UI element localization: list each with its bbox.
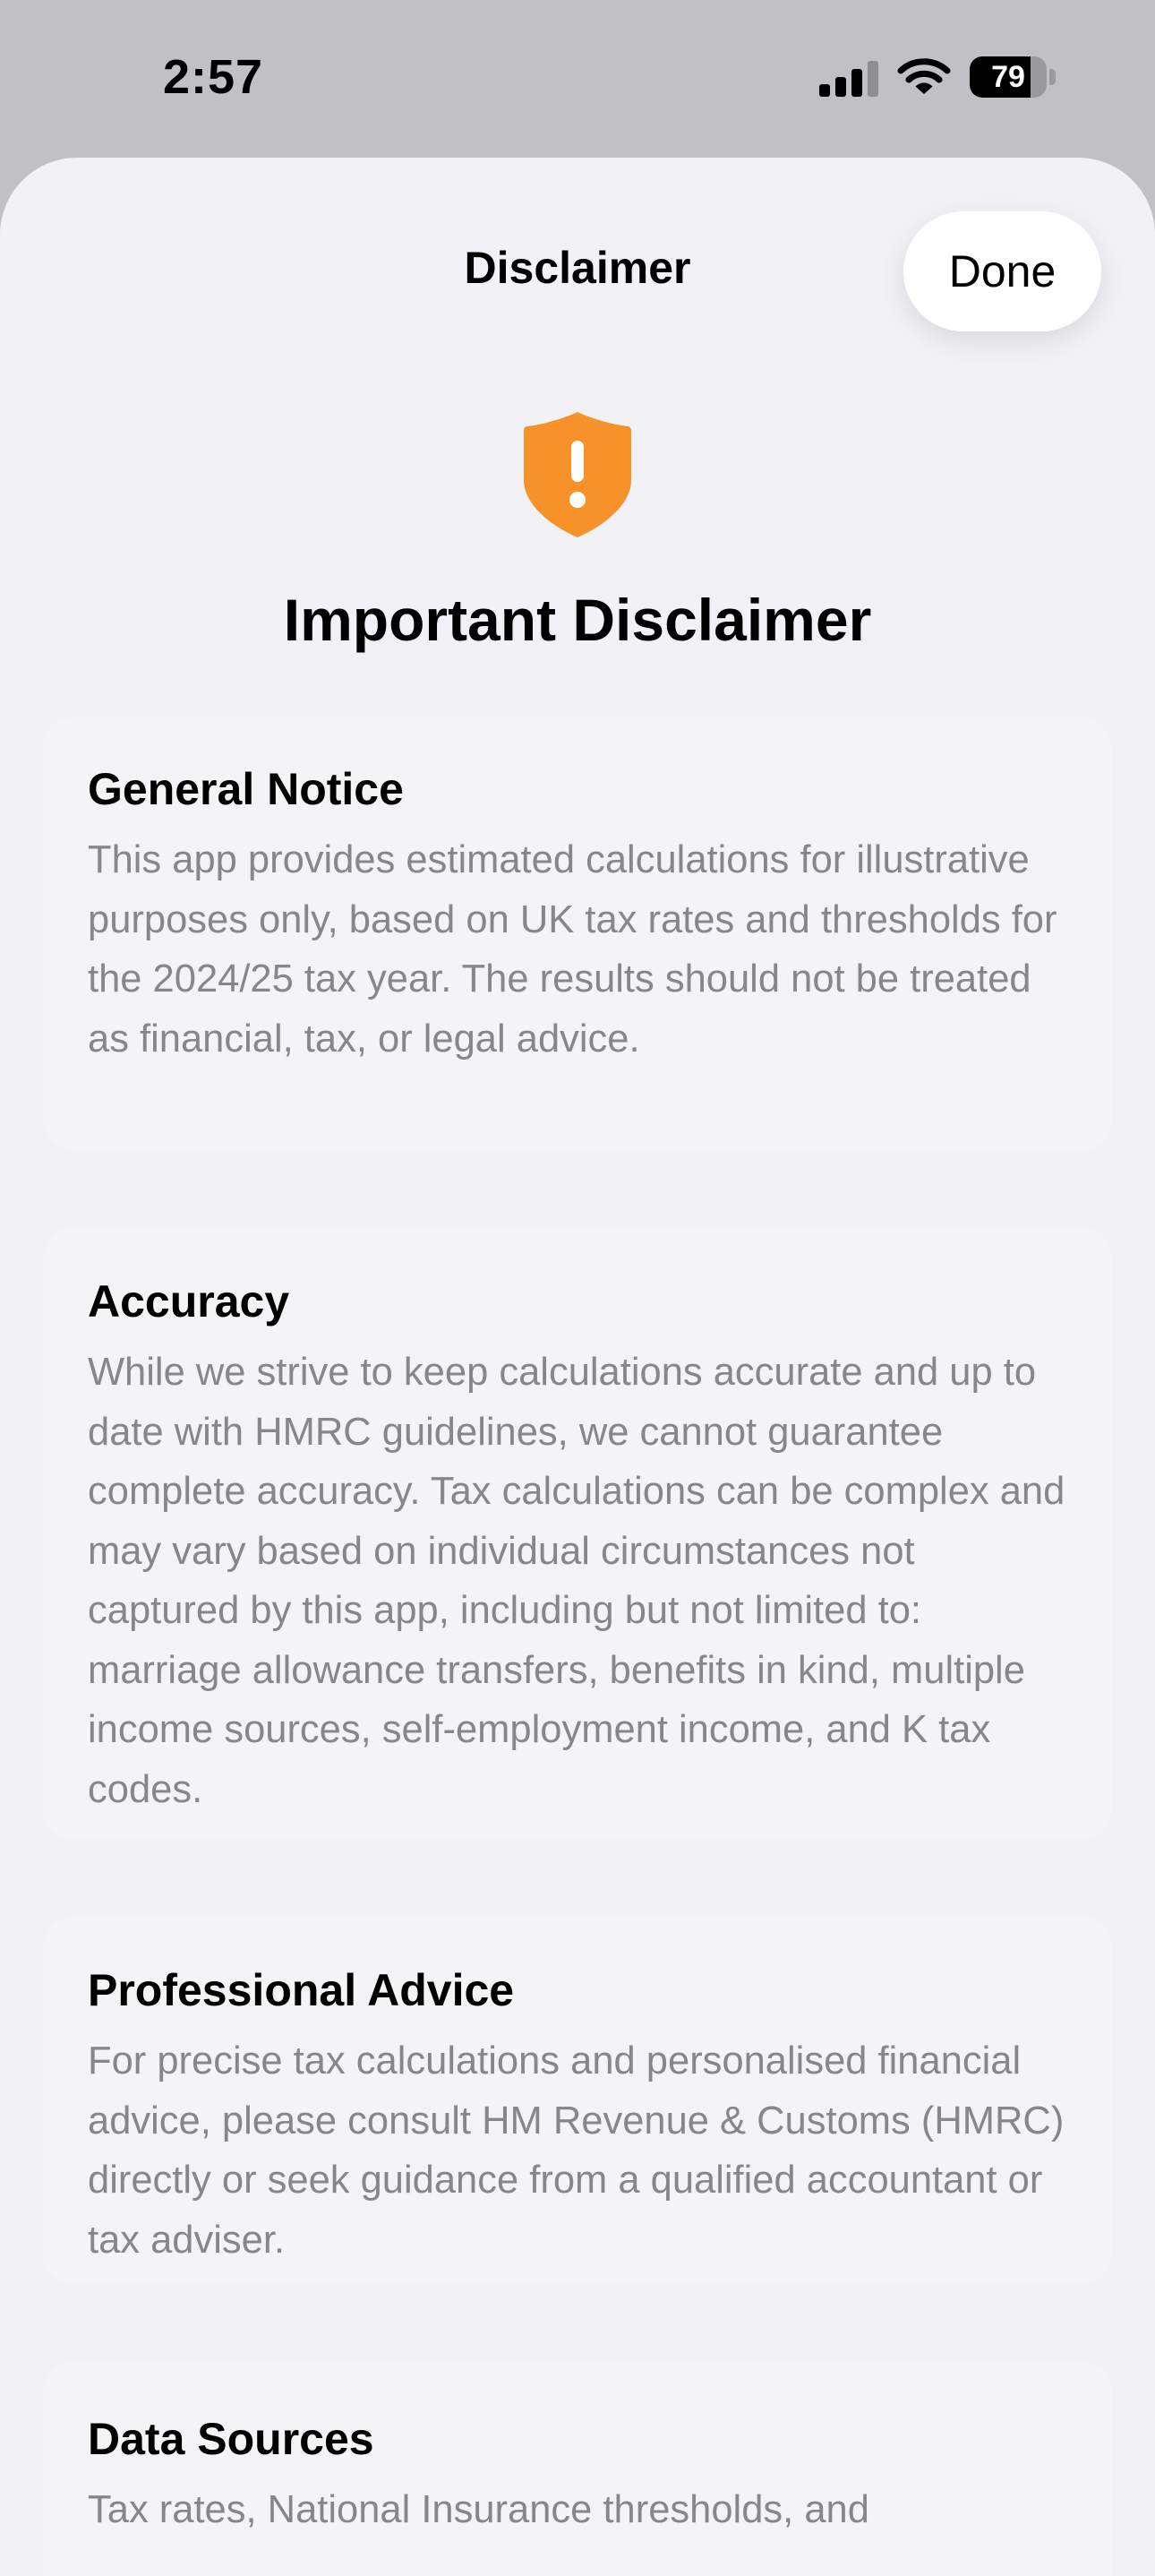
section-body: For precise tax calculations and personalised financial advice, please consult HM Revenue & Customs (HMRC) directly or seek guidance from a qualified accountant or tax adviser. bbox=[88, 2039, 1065, 2262]
section-card-accuracy bbox=[43, 1228, 1112, 1840]
sheet-title: Disclaimer bbox=[464, 243, 691, 293]
status-time: 2:57 bbox=[163, 50, 264, 104]
battery-body bbox=[970, 56, 1047, 98]
battery-cap bbox=[1049, 69, 1056, 85]
section-title: Professional Advice bbox=[88, 1965, 515, 2015]
battery-level: 79 bbox=[991, 60, 1025, 94]
section-body: While we strive to keep calculations accurate and up to date with HMRC guidelines, we cannot guarantee complete accuracy. Tax calculations can be complex and may vary based on individual circumstances not captured by this app, including but not limited to: marriage allowance transfers, benefits in kind, multiple income sources, self-employment income, and K tax codes. bbox=[88, 1351, 1065, 1811]
signal-icon bbox=[819, 61, 880, 97]
section-title: Data Sources bbox=[88, 2414, 374, 2464]
done-button[interactable]: Done bbox=[903, 211, 1101, 331]
shield-exclamation-icon bbox=[524, 410, 631, 539]
status-bar bbox=[0, 0, 1155, 157]
section-title: General Notice bbox=[88, 764, 404, 814]
section-body: Tax rates, National Insurance thresholds, and bbox=[88, 2488, 869, 2531]
main-heading: Important Disclaimer bbox=[283, 587, 872, 653]
section-card-professional-advice bbox=[43, 1917, 1112, 2284]
wifi-icon bbox=[897, 56, 951, 96]
disclaimer-sheet bbox=[0, 158, 1155, 2576]
battery-icon bbox=[970, 56, 1056, 98]
section-card-general-notice bbox=[43, 717, 1112, 1150]
section-body: This app provides estimated calculations for illustrative purposes only, based on UK tax rates and thresholds for the 2024/25 tax year. The results should not be treated as financial, tax, or legal advice. bbox=[88, 838, 1057, 1060]
section-title: Accuracy bbox=[88, 1276, 290, 1327]
section-card-data-sources bbox=[43, 2362, 1112, 2576]
